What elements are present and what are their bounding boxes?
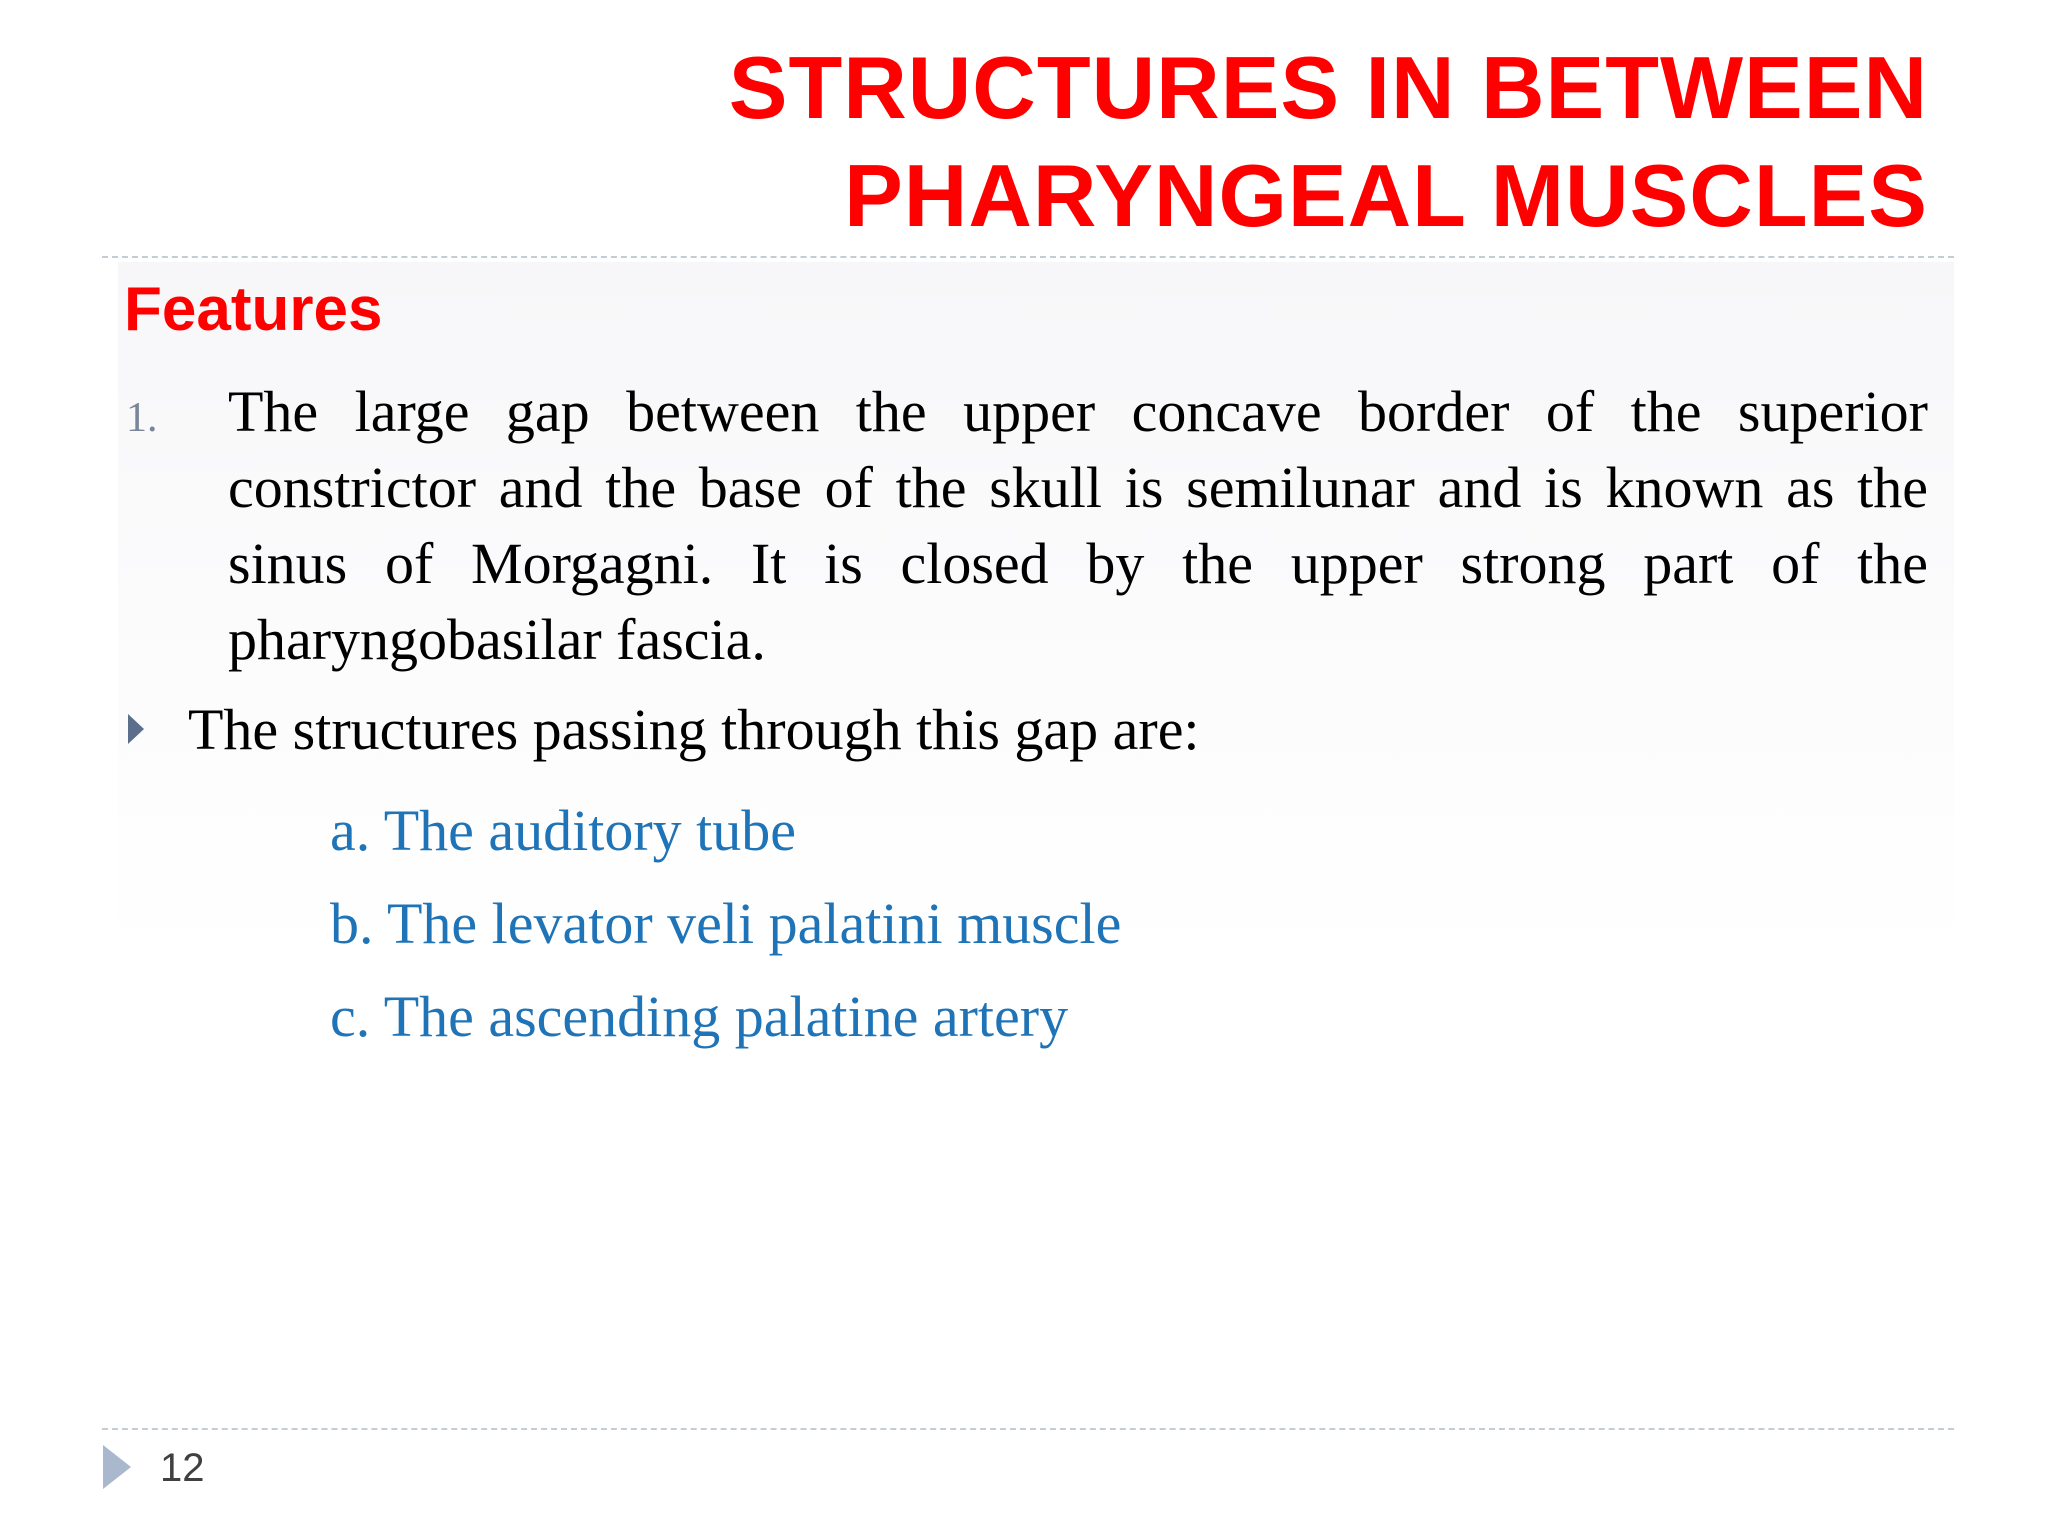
features-heading: Features <box>124 275 383 344</box>
slide-title <box>428 34 1928 250</box>
sub-item-list <box>330 784 1121 1063</box>
triangle-footer-icon <box>103 1445 131 1489</box>
numbered-item-marker: 1. <box>126 395 158 441</box>
sub-item-b: b. The levator veli palatini muscle <box>330 891 1122 956</box>
bullet-text: The structures passing through this gap are: <box>188 697 1200 762</box>
slide-title-line-1: STRUCTURES IN BETWEEN <box>728 38 1928 137</box>
slide-title-line-2: PHARYNGEAL MUSCLES <box>844 146 1928 245</box>
bottom-divider <box>102 1428 1954 1430</box>
numbered-item-text: The large gap between the upper concave border of the superior constrictor and the base of the skull is semilunar and is known as the sinus of Morgagni. It is closed by the upper strong part of the pharyngobasilar fascia. <box>228 379 1928 672</box>
sub-item-c: c. The ascending palatine artery <box>330 984 1069 1049</box>
triangle-bullet-icon <box>128 714 144 744</box>
sub-item-a: a. The auditory tube <box>330 798 797 863</box>
page-number: 12 <box>160 1446 205 1490</box>
top-divider <box>102 256 1954 258</box>
